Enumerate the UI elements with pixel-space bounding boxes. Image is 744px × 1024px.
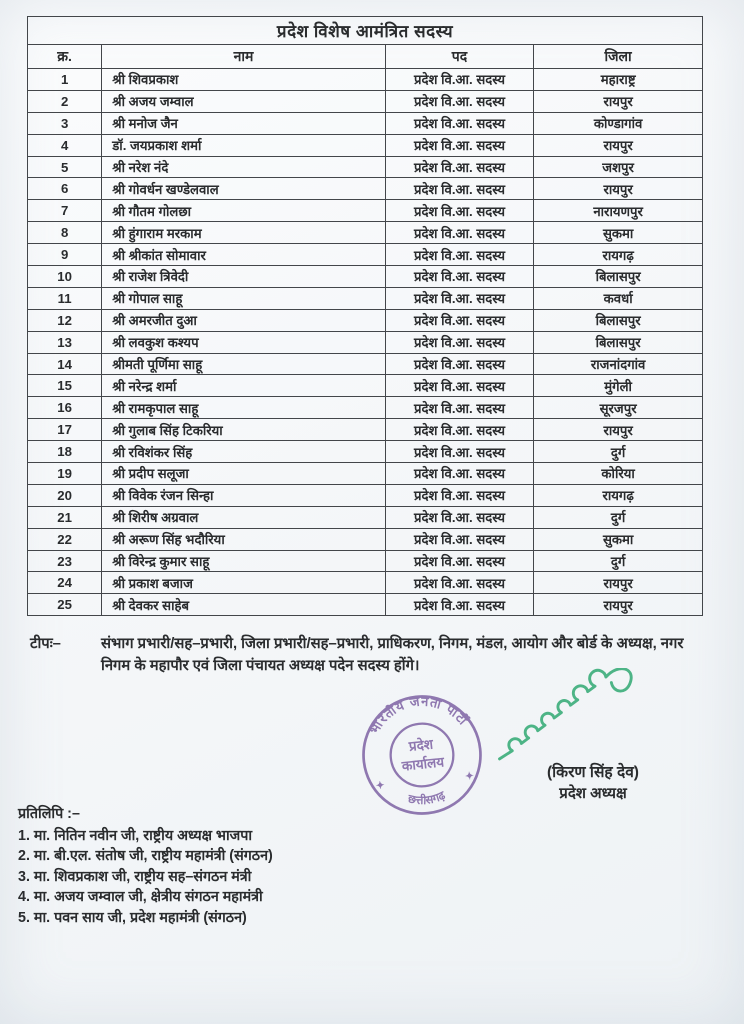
note-text: संभाग प्रभारी/सह–प्रभारी, जिला प्रभारी/सह–प्रभारी, प्राधिकरण, निगम, मंडल, आयोग और बोर्ड के अध्यक्ष, नगर निगम के महापौर एवं जिला पंचायत अध्यक्ष पदेन सदस्य होंगे। xyxy=(101,636,684,674)
table-row xyxy=(28,572,703,594)
cell-name: श्री गुलाब सिंह टिकरिया xyxy=(102,419,386,441)
cell-district: महाराष्ट्र xyxy=(534,69,703,91)
cell-name: श्री लवकुश कश्यप xyxy=(102,331,386,353)
cell-post: प्रदेश वि.आ. सदस्य xyxy=(385,244,534,266)
note-label: टीपः– xyxy=(30,636,61,652)
cell-district: बिलासपुर xyxy=(534,266,703,288)
table-body xyxy=(28,69,703,616)
cell-no: 21 xyxy=(28,506,102,528)
cell-no: 14 xyxy=(28,353,102,375)
stamp-star-right-icon: ✦ xyxy=(464,770,475,783)
cell-no: 4 xyxy=(28,134,102,156)
cell-name: श्री अजय जम्वाल xyxy=(102,90,386,112)
cell-no: 5 xyxy=(28,156,102,178)
cell-no: 9 xyxy=(28,244,102,266)
table-row xyxy=(28,200,703,222)
cell-district: जशपुर xyxy=(534,156,703,178)
cell-name: श्री श्रीकांत सोमावार xyxy=(102,244,386,266)
cell-district: कवर्धा xyxy=(534,287,703,309)
cell-no: 20 xyxy=(28,484,102,506)
cell-name: श्री अमरजीत दुआ xyxy=(102,309,386,331)
table-row xyxy=(28,90,703,112)
cell-district: रायपुर xyxy=(534,90,703,112)
cell-district: रायपुर xyxy=(534,572,703,594)
copy-list-item: 5. मा. पवन साय जी, प्रदेश महामंत्री (संगठन) xyxy=(18,909,247,926)
cell-post: प्रदेश वि.आ. सदस्य xyxy=(385,506,534,528)
cell-no: 19 xyxy=(28,463,102,485)
cell-no: 3 xyxy=(28,112,102,134)
stamp-star-left-icon: ✦ xyxy=(375,780,386,793)
cell-district: सुकमा xyxy=(534,528,703,550)
cell-post: प्रदेश वि.आ. सदस्य xyxy=(385,353,534,375)
table-row xyxy=(28,134,703,156)
cell-no: 2 xyxy=(28,90,102,112)
cell-post: प्रदेश वि.आ. सदस्य xyxy=(385,331,534,353)
cell-no: 8 xyxy=(28,222,102,244)
table-row xyxy=(28,353,703,375)
svg-text:भारतीय जनता पार्टी xyxy=(363,688,472,738)
table-row xyxy=(28,419,703,441)
cell-post: प्रदेश वि.आ. सदस्य xyxy=(385,528,534,550)
copy-list-item: 2. मा. बी.एल. संतोष जी, राष्ट्रीय महामंत्री (संगठन) xyxy=(18,848,273,865)
cell-post: प्रदेश वि.आ. सदस्य xyxy=(385,178,534,200)
cell-post: प्रदेश वि.आ. सदस्य xyxy=(385,397,534,419)
copy-list-items xyxy=(18,826,498,928)
cell-no: 22 xyxy=(28,528,102,550)
cell-name: डॉ. जयप्रकाश शर्मा xyxy=(102,134,386,156)
cell-name: श्री राजेश त्रिवेदी xyxy=(102,266,386,288)
cell-no: 18 xyxy=(28,441,102,463)
cell-name: श्री प्रदीप सलूजा xyxy=(102,463,386,485)
cell-district: मुंगेली xyxy=(534,375,703,397)
table-row xyxy=(28,244,703,266)
cell-no: 25 xyxy=(28,594,102,616)
cell-no: 10 xyxy=(28,266,102,288)
table-row xyxy=(28,594,703,616)
cell-name: श्री शिरीष अग्रवाल xyxy=(102,506,386,528)
cell-district: रायपुर xyxy=(534,419,703,441)
cell-post: प्रदेश वि.आ. सदस्य xyxy=(385,112,534,134)
cell-district: बिलासपुर xyxy=(534,309,703,331)
table-row xyxy=(28,397,703,419)
cell-no: 11 xyxy=(28,287,102,309)
members-table xyxy=(27,16,703,616)
cell-district: रायपुर xyxy=(534,594,703,616)
signatory-title: प्रदेश अध्यक्ष xyxy=(559,785,627,802)
table-row xyxy=(28,309,703,331)
cell-district: दुर्ग xyxy=(534,550,703,572)
cell-no: 12 xyxy=(28,309,102,331)
cell-post: प्रदेश वि.आ. सदस्य xyxy=(385,200,534,222)
cell-district: सूरजपुर xyxy=(534,397,703,419)
cell-post: प्रदेश वि.आ. सदस्य xyxy=(385,463,534,485)
table-row xyxy=(28,375,703,397)
table-header-row xyxy=(28,45,703,69)
cell-post: प्रदेश वि.आ. सदस्य xyxy=(385,309,534,331)
cell-post: प्रदेश वि.आ. सदस्य xyxy=(385,484,534,506)
signature-scribble xyxy=(490,668,680,768)
cell-name: श्री शिवप्रकाश xyxy=(102,69,386,91)
cell-post: प्रदेश वि.आ. सदस्य xyxy=(385,90,534,112)
column-header-serial: क्र. xyxy=(28,45,102,69)
cell-name: श्री हुंगाराम मरकाम xyxy=(102,222,386,244)
copy-list-title: प्रतिलिपि :– xyxy=(18,806,80,822)
cell-name: श्री प्रकाश बजाज xyxy=(102,572,386,594)
cell-name: श्री मनोज जैन xyxy=(102,112,386,134)
column-header-district: जिला xyxy=(534,45,703,69)
cell-no: 16 xyxy=(28,397,102,419)
cell-name: श्री गोवर्धन खण्डेलवाल xyxy=(102,178,386,200)
cell-post: प्रदेश वि.आ. सदस्य xyxy=(385,69,534,91)
cell-no: 1 xyxy=(28,69,102,91)
cell-district: रायगढ़ xyxy=(534,244,703,266)
copy-list-item: 4. मा. अजय जम्वाल जी, क्षेत्रीय संगठन महामंत्री xyxy=(18,889,263,906)
cell-name: श्री अरूण सिंह भदौरिया xyxy=(102,528,386,550)
table-row xyxy=(28,506,703,528)
cell-name: श्री विरेन्द्र कुमार साहू xyxy=(102,550,386,572)
cell-post: प्रदेश वि.आ. सदस्य xyxy=(385,441,534,463)
cell-no: 15 xyxy=(28,375,102,397)
cell-district: दुर्ग xyxy=(534,506,703,528)
stamp-center-line2: कार्यालय xyxy=(401,754,445,774)
table-row xyxy=(28,463,703,485)
cell-post: प्रदेश वि.आ. सदस्य xyxy=(385,419,534,441)
cell-no: 17 xyxy=(28,419,102,441)
table-row xyxy=(28,156,703,178)
cell-no: 13 xyxy=(28,331,102,353)
cell-no: 23 xyxy=(28,550,102,572)
cell-post: प्रदेश वि.आ. सदस्य xyxy=(385,156,534,178)
cell-post: प्रदेश वि.आ. सदस्य xyxy=(385,266,534,288)
cell-district: रायपुर xyxy=(534,178,703,200)
cell-name: श्री रामकृपाल साहू xyxy=(102,397,386,419)
copy-distribution-list xyxy=(18,804,498,928)
column-header-post: पद xyxy=(385,45,534,69)
cell-district: नारायणपुर xyxy=(534,200,703,222)
stamp-ring-text-bottom: छत्तीसगढ़ xyxy=(406,789,448,808)
cell-name: श्री नरेश नंदे xyxy=(102,156,386,178)
cell-district: कोरिया xyxy=(534,463,703,485)
table-row xyxy=(28,484,703,506)
cell-name: श्री देवकर साहेब xyxy=(102,594,386,616)
cell-district: राजनांदगांव xyxy=(534,353,703,375)
table-row xyxy=(28,222,703,244)
stamp-ring-text-top: भारतीय जनता पार्टी xyxy=(366,693,472,737)
cell-district: रायपुर xyxy=(534,134,703,156)
copy-list-item: 1. मा. नितिन नवीन जी, राष्ट्रीय अध्यक्ष भाजपा xyxy=(18,828,253,844)
table-row xyxy=(28,287,703,309)
cell-post: प्रदेश वि.आ. सदस्य xyxy=(385,550,534,572)
table-row xyxy=(28,112,703,134)
copy-list-item: 3. मा. शिवप्रकाश जी, राष्ट्रीय सह–संगठन मंत्री xyxy=(18,868,252,885)
table-row xyxy=(28,331,703,353)
cell-district: सुकमा xyxy=(534,222,703,244)
stamp-center-line1: प्रदेश xyxy=(408,736,434,755)
cell-post: प्रदेश वि.आ. सदस्य xyxy=(385,287,534,309)
cell-post: प्रदेश वि.आ. सदस्य xyxy=(385,572,534,594)
table-row xyxy=(28,528,703,550)
table-row xyxy=(28,178,703,200)
cell-no: 6 xyxy=(28,178,102,200)
signatory-name: (किरण सिंह देव) xyxy=(547,764,639,781)
cell-district: बिलासपुर xyxy=(534,331,703,353)
cell-post: प्रदेश वि.आ. सदस्य xyxy=(385,134,534,156)
cell-name: श्री गोपाल साहू xyxy=(102,287,386,309)
cell-district: कोण्डागांव xyxy=(534,112,703,134)
cell-no: 7 xyxy=(28,200,102,222)
cell-post: प्रदेश वि.आ. सदस्य xyxy=(385,594,534,616)
table-title: प्रदेश विशेष आमंत्रित सदस्य xyxy=(28,17,703,45)
cell-post: प्रदेश वि.आ. सदस्य xyxy=(385,375,534,397)
table-row xyxy=(28,69,703,91)
cell-post: प्रदेश वि.आ. सदस्य xyxy=(385,222,534,244)
table-row xyxy=(28,266,703,288)
cell-name: श्री रविशंकर सिंह xyxy=(102,441,386,463)
cell-name: श्री गौतम गोलछा xyxy=(102,200,386,222)
table-row xyxy=(28,550,703,572)
cell-name: श्री विवेक रंजन सिन्हा xyxy=(102,484,386,506)
cell-district: दुर्ग xyxy=(534,441,703,463)
table-title-row xyxy=(28,17,703,45)
cell-name: श्री नरेन्द्र शर्मा xyxy=(102,375,386,397)
table-row xyxy=(28,441,703,463)
cell-name: श्रीमती पूर्णिमा साहू xyxy=(102,353,386,375)
cell-no: 24 xyxy=(28,572,102,594)
column-header-name: नाम xyxy=(102,45,386,69)
cell-district: रायगढ़ xyxy=(534,484,703,506)
